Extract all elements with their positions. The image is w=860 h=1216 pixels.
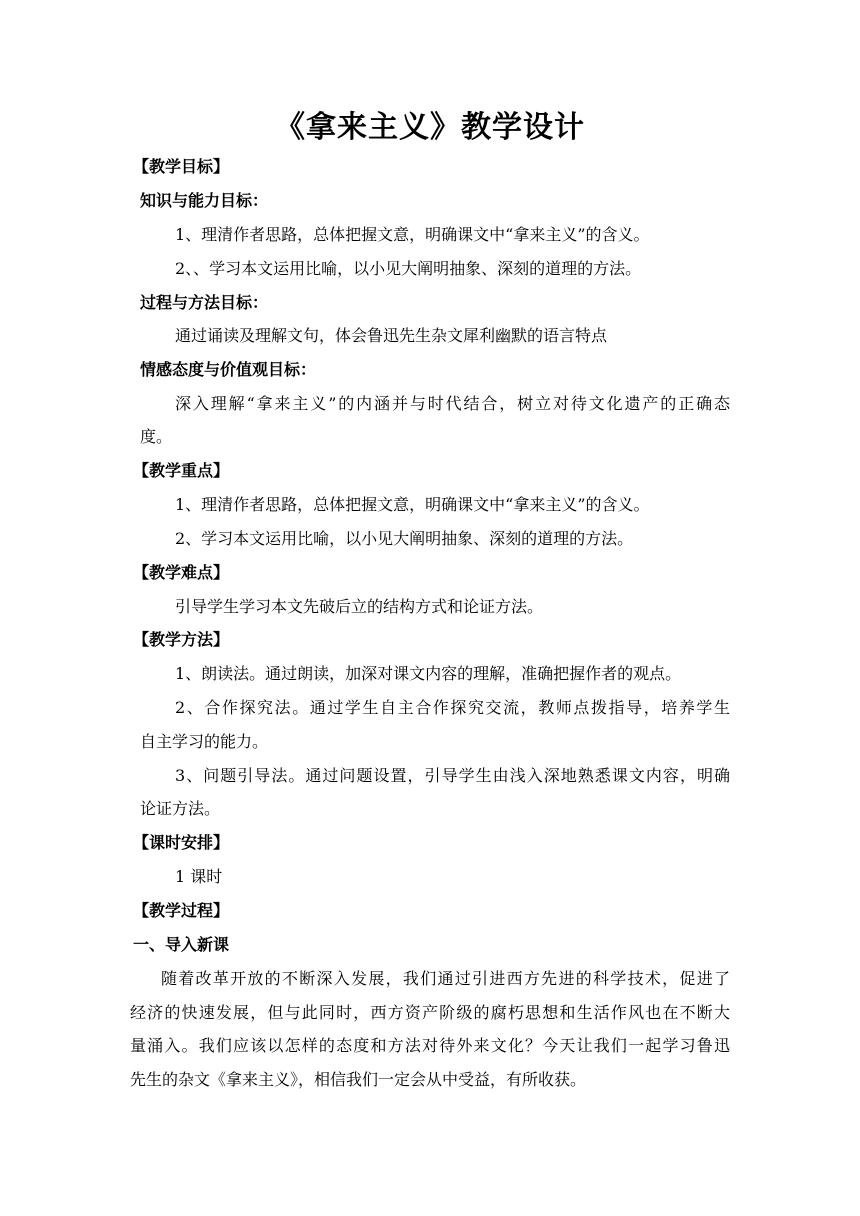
process-text: 通过诵读及理解文句，体会鲁迅先生杂文犀利幽默的语言特点	[175, 326, 608, 345]
section-heading-methods: 【教学方法】	[133, 630, 230, 649]
emotion-text-line-1: 深入理解“拿来主义”的内涵并与时代结合，树立对待文化遗产的正确态	[175, 394, 730, 413]
method-item-3-line-2: 论证方法。	[140, 799, 221, 818]
intro-paragraph-line-4: 先生的杂文《拿来主义》，相信我们一定会从中受益，有所收获。	[130, 1070, 587, 1089]
intro-paragraph-line-3: 量涌入。我们应该以怎样的态度和方法对待外来文化？今天让我们一起学习鲁迅	[130, 1036, 730, 1055]
document-title: 《拿来主义》教学设计	[275, 110, 585, 145]
method-item-2-line-2: 自主学习的能力。	[140, 732, 269, 751]
section-heading-difficulties: 【教学难点】	[133, 563, 230, 582]
emotion-text-line-2: 度。	[140, 427, 173, 446]
key-point-item-2: 2、学习本文运用比喻，以小见大阐明抽象、深刻的道理的方法。	[175, 529, 634, 548]
key-point-item-1: 1、理清作者思路，总体把握文意，明确课文中“拿来主义”的含义。	[175, 495, 650, 514]
method-item-2-line-1: 2、合作探究法。通过学生自主合作探究交流，教师点拨指导，培养学生	[175, 698, 730, 717]
schedule-text: 1 课时	[175, 867, 223, 886]
intro-paragraph-line-1: 随着改革开放的不断深入发展，我们通过引进西方先进的科学技术，促进了	[161, 969, 730, 988]
subheading-knowledge: 知识与能力目标：	[140, 191, 269, 210]
intro-paragraph-line-2: 经济的快速发展，但与此同时，西方资产阶级的腐朽思想和生活作风也在不断大	[130, 1003, 730, 1022]
knowledge-item-2: 2、、学习本文运用比喻，以小见大阐明抽象、深刻的道理的方法。	[175, 259, 642, 278]
knowledge-item-1: 1、理清作者思路，总体把握文意，明确课文中“拿来主义”的含义。	[175, 225, 650, 244]
section-heading-key-points: 【教学重点】	[133, 461, 230, 480]
section-heading-process: 【教学过程】	[133, 901, 230, 920]
method-item-3-line-1: 3、问题引导法。通过问题设置，引导学生由浅入深地熟悉课文内容，明确	[175, 766, 730, 785]
part-heading-intro: 一、导入新课	[133, 935, 230, 954]
difficulties-text: 引导学生学习本文先破后立的结构方式和论证方法。	[175, 597, 544, 616]
method-item-1: 1、朗读法。通过朗读，加深对课文内容的理解，准确把握作者的观点。	[175, 664, 682, 683]
section-heading-schedule: 【课时安排】	[133, 833, 230, 852]
subheading-emotion: 情感态度与价值观目标：	[140, 360, 317, 379]
section-heading-objectives: 【教学目标】	[133, 157, 230, 176]
subheading-process: 过程与方法目标：	[140, 293, 269, 312]
